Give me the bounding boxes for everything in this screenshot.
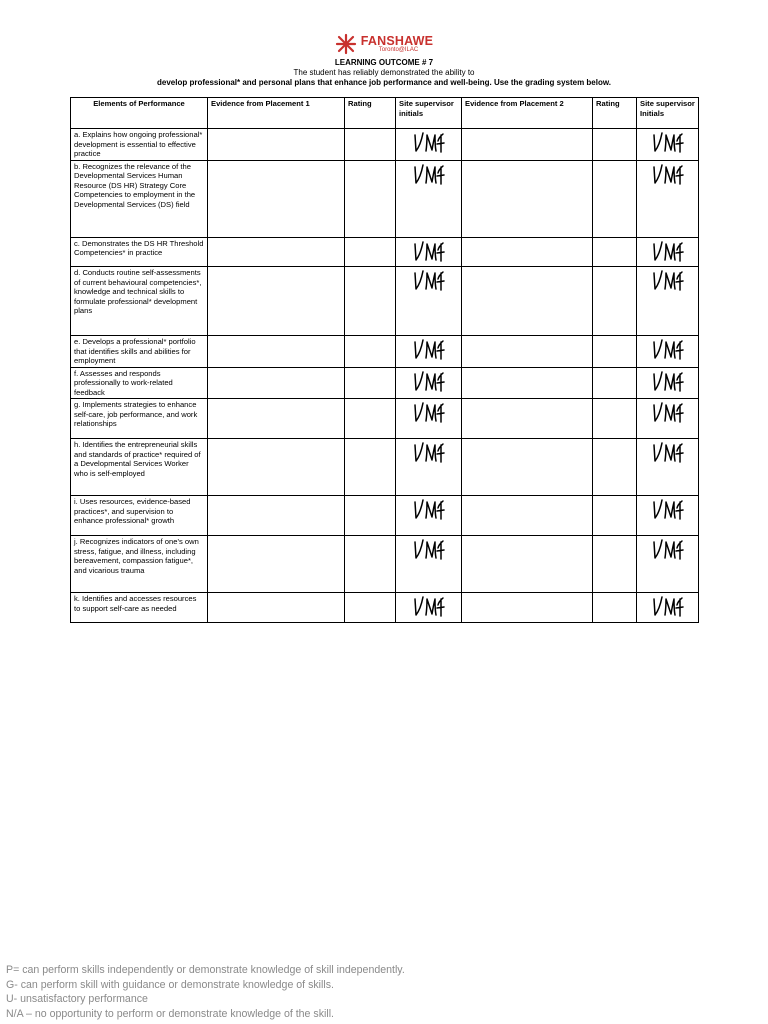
initials-2-cell [637, 129, 699, 161]
initials-1-cell [396, 160, 462, 237]
supervisor-signature [412, 611, 446, 620]
evidence-2-cell [462, 536, 593, 593]
initials-1-cell [396, 367, 462, 399]
initials-2-cell [637, 536, 699, 593]
supervisor-signature [651, 386, 685, 395]
evidence-1-cell [208, 593, 345, 623]
header-rating-1: Rating [345, 98, 396, 129]
rating-1-cell [345, 160, 396, 237]
evidence-2-cell [462, 267, 593, 336]
header-elements: Elements of Performance [71, 98, 208, 129]
table-row [71, 336, 699, 368]
initials-2-cell [637, 336, 699, 368]
supervisor-signature [412, 554, 446, 563]
element-cell: c. Demonstrates the DS HR Threshold Competencies* in practice [71, 237, 208, 267]
logo-name: FANSHAWE [360, 33, 434, 48]
fanshawe-logo-icon [335, 33, 357, 55]
element-cell: d. Conducts routine self-assessments of current behavioural competencies*, knowledge and technical skills to formulate professional* development plans [71, 267, 208, 336]
element-cell: b. Recognizes the relevance of the Developmental Services Human Resource (DS HR) Strategy Core Competencies to employment in the Developmental Services (DS) field [71, 160, 208, 237]
supervisor-signature [412, 457, 446, 466]
element-cell: f. Assesses and responds professionally to work-related feedback [71, 367, 208, 399]
supervisor-signature [412, 354, 446, 363]
rating-1-cell [345, 367, 396, 399]
legend-item: U- unsatisfactory performance [6, 993, 148, 1005]
rating-2-cell [593, 536, 637, 593]
supervisor-signature [412, 179, 446, 188]
initials-2-cell [637, 267, 699, 336]
supervisor-signature [651, 457, 685, 466]
evidence-1-cell [208, 237, 345, 267]
initials-1-cell [396, 536, 462, 593]
initials-2-cell [637, 399, 699, 439]
element-cell: g. Implements strategies to enhance self-care, job performance, and work relationships [71, 399, 208, 439]
header-initials-2: Site supervisor Initials [637, 98, 699, 129]
rating-1-cell [345, 439, 396, 496]
evidence-2-cell [462, 496, 593, 536]
table-row [71, 160, 699, 237]
header-initials-1: Site supervisor initials [396, 98, 462, 129]
element-cell: i. Uses resources, evidence-based practices*, and supervision to enhance professional* growth [71, 496, 208, 536]
supervisor-signature [651, 611, 685, 620]
evidence-1-cell [208, 160, 345, 237]
table-row [71, 237, 699, 267]
rating-1-cell [345, 267, 396, 336]
rating-2-cell [593, 336, 637, 368]
initials-2-cell [637, 496, 699, 536]
element-cell: j. Recognizes indicators of one’s own stress, fatigue, and illness, including bereavement, compassion fatigue*, and vicarious trauma [71, 536, 208, 593]
header-evidence-2: Evidence from Placement 2 [462, 98, 593, 129]
rating-1-cell [345, 496, 396, 536]
outcome-title: LEARNING OUTCOME # 7 [334, 58, 434, 67]
element-cell: h. Identifies the entrepreneurial skills and standards of practice* required of a Developmental Services Worker who is self-employed [71, 439, 208, 496]
grading-legend [6, 963, 405, 1021]
initials-1-cell [396, 399, 462, 439]
header-evidence-1: Evidence from Placement 1 [208, 98, 345, 129]
table-row [71, 439, 699, 496]
rating-2-cell [593, 593, 637, 623]
supervisor-signature [412, 256, 446, 265]
evidence-2-cell [462, 439, 593, 496]
supervisor-signature [412, 386, 446, 395]
evidence-2-cell [462, 129, 593, 161]
rating-2-cell [593, 399, 637, 439]
supervisor-signature [651, 285, 685, 294]
evidence-1-cell [208, 267, 345, 336]
table-row [71, 129, 699, 161]
rating-1-cell [345, 336, 396, 368]
supervisor-signature [651, 256, 685, 265]
evidence-1-cell [208, 336, 345, 368]
supervisor-signature [412, 514, 446, 523]
supervisor-signature [651, 354, 685, 363]
rating-2-cell [593, 439, 637, 496]
supervisor-signature [651, 417, 685, 426]
evidence-1-cell [208, 496, 345, 536]
initials-1-cell [396, 237, 462, 267]
header-row [71, 98, 699, 129]
initials-1-cell [396, 267, 462, 336]
evidence-1-cell [208, 536, 345, 593]
legend-item: P= can perform skills independently or demonstrate knowledge of skill independently. [6, 964, 405, 976]
rating-2-cell [593, 237, 637, 267]
evidence-2-cell [462, 367, 593, 399]
table-row [71, 367, 699, 399]
supervisor-signature [412, 285, 446, 294]
rating-2-cell [593, 267, 637, 336]
element-cell: a. Explains how ongoing professional* development is essential to effective practice [71, 129, 208, 161]
evidence-1-cell [208, 367, 345, 399]
outcome-intro: The student has reliably demonstrated the ability to [293, 68, 475, 77]
supervisor-signature [651, 147, 685, 156]
evidence-2-cell [462, 399, 593, 439]
rating-2-cell [593, 367, 637, 399]
legend-item: G- can perform skill with guidance or demonstrate knowledge of skills. [6, 978, 334, 991]
supervisor-signature [651, 554, 685, 563]
initials-1-cell [396, 496, 462, 536]
rating-2-cell [593, 160, 637, 237]
initials-2-cell [637, 237, 699, 267]
outcome-heading [0, 58, 768, 88]
table-row [71, 267, 699, 336]
initials-1-cell [396, 129, 462, 161]
initials-2-cell [637, 593, 699, 623]
initials-2-cell [637, 439, 699, 496]
supervisor-signature [412, 147, 446, 156]
supervisor-signature [651, 514, 685, 523]
supervisor-signature [651, 179, 685, 188]
rating-1-cell [345, 129, 396, 161]
outcome-statement: develop professional* and personal plans that enhance job performance and well-being. Use the grading system below. [156, 78, 612, 87]
table-row [71, 593, 699, 623]
table-row [71, 399, 699, 439]
rating-1-cell [345, 593, 396, 623]
initials-1-cell [396, 439, 462, 496]
performance-table [70, 97, 699, 623]
rating-1-cell [345, 237, 396, 267]
evidence-1-cell [208, 439, 345, 496]
element-cell: k. Identifies and accesses resources to support self-care as needed [71, 593, 208, 623]
rating-2-cell [593, 496, 637, 536]
rating-1-cell [345, 536, 396, 593]
initials-1-cell [396, 593, 462, 623]
legend-item: N/A – no opportunity to perform or demonstrate knowledge of the skill. [6, 1007, 334, 1020]
evidence-2-cell [462, 593, 593, 623]
evidence-2-cell [462, 237, 593, 267]
evidence-1-cell [208, 399, 345, 439]
supervisor-signature [412, 417, 446, 426]
table-row [71, 536, 699, 593]
initials-2-cell [637, 160, 699, 237]
initials-2-cell [637, 367, 699, 399]
institution-logo [0, 33, 768, 60]
element-cell: e. Develops a professional* portfolio that identifies skills and abilities for employment [71, 336, 208, 368]
evidence-2-cell [462, 160, 593, 237]
evidence-1-cell [208, 129, 345, 161]
logo-subtitle: Toronto@ILAC [378, 47, 419, 54]
evidence-2-cell [462, 336, 593, 368]
header-rating-2: Rating [593, 98, 637, 129]
rating-2-cell [593, 129, 637, 161]
table-row [71, 496, 699, 536]
rating-1-cell [345, 399, 396, 439]
initials-1-cell [396, 336, 462, 368]
